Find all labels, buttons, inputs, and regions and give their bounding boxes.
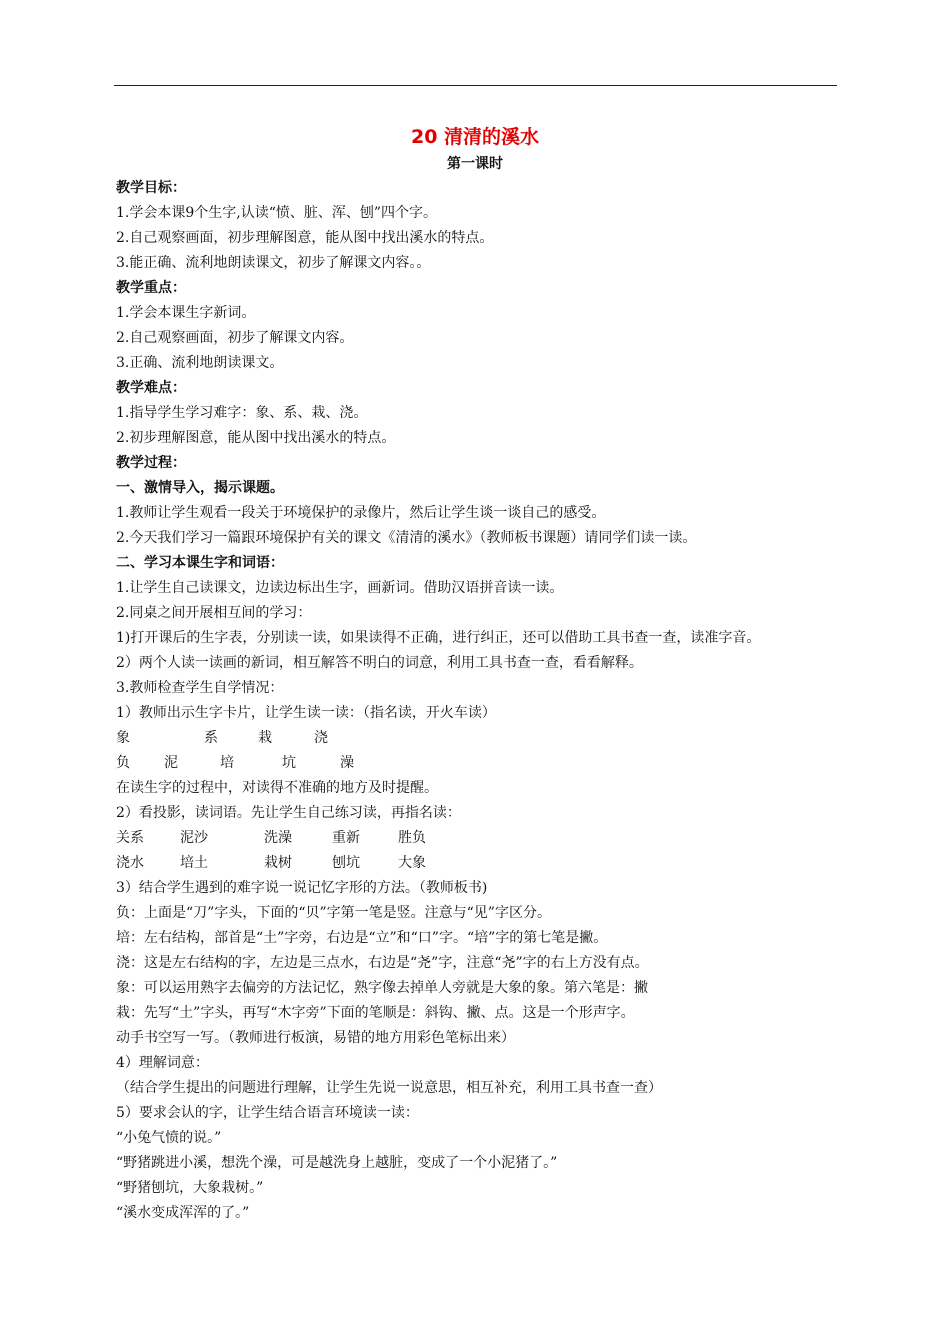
goal-item: 3.能正确、流利地朗读课文，初步了解课文内容。。 — [116, 255, 431, 271]
section2-item: 1）教师出示生字卡片，让学生读一读：（指名读，开火车读） — [116, 705, 496, 721]
word-row-2 — [116, 851, 856, 876]
lesson-title: 20 清清的溪水 — [410, 126, 540, 148]
char-card: 培 — [220, 755, 234, 771]
section2-item: （结合学生提出的问题进行理解，让学生先说一说意思，相互补充，利用工具书查一查） — [116, 1080, 662, 1096]
lesson-subtitle: 第一课时 — [447, 156, 503, 172]
section2-item: 3）结合学生遇到的难字说一说记忆字形的方法。（教师板书) — [116, 880, 488, 896]
key-points-heading: 教学重点： — [116, 280, 186, 296]
quote-line: “野猪刨坑，大象栽树。” — [116, 1180, 264, 1196]
section2-item: 3.教师检查学生自学情况： — [116, 680, 284, 696]
section2-item: 5）要求会认的字，让学生结合语言环境读一读： — [116, 1105, 419, 1121]
char-card: 系 — [204, 730, 218, 746]
char-row-2 — [116, 751, 856, 776]
quote-line: “溪水变成浑浑的了。” — [116, 1205, 250, 1221]
section2-heading: 二、学习本课生字和词语： — [116, 555, 284, 571]
key-point-item: 2.自己观察画面，初步了解课文内容。 — [116, 330, 354, 346]
quote-line: “野猪跳进小溪，想洗个澡，可是越洗身上越脏，变成了一个小泥猪了。” — [116, 1155, 558, 1171]
word-item: 关系 — [116, 830, 144, 846]
goals-heading: 教学目标： — [116, 180, 186, 196]
word-item: 栽树 — [264, 855, 292, 871]
process-heading: 教学过程： — [116, 455, 186, 471]
char-card: 负 — [116, 755, 130, 771]
char-card: 澡 — [340, 755, 354, 771]
word-item: 大象 — [398, 855, 426, 871]
key-point-item: 3.正确、流利地朗读课文。 — [116, 355, 284, 371]
section2-item: 栽：先写“土”字头，再写“木字旁”下面的笔顺是：斜钩、撇、点。这是一个形声字。 — [116, 1005, 635, 1021]
goal-item: 1.学会本课9个生字,认读“愤、脏、浑、刨”四个字。 — [116, 205, 438, 221]
section2-item: 象：可以运用熟字去偏旁的方法记忆，熟字像去掉单人旁就是大象的象。第六笔是：撇 — [116, 980, 648, 996]
section2-item: 1)打开课后的生字表，分别读一读，如果读得不正确，进行纠正，还可以借助工具书查一查，读准字音。 — [116, 630, 761, 646]
word-item: 胜负 — [398, 830, 426, 846]
difficulty-item: 1.指导学生学习难字：象、系、栽、浇。 — [116, 405, 368, 421]
document-body — [116, 176, 856, 1226]
word-row-1 — [116, 826, 856, 851]
word-item: 重新 — [332, 830, 360, 846]
word-item: 泥沙 — [180, 830, 208, 846]
section1-heading: 一、激情导入，揭示课题。 — [116, 480, 284, 496]
section2-item: 负：上面是“刀”字头，下面的“贝”字第一笔是竖。注意与“见”字区分。 — [116, 905, 551, 921]
section1-item: 2.今天我们学习一篇跟环境保护有关的课文《清清的溪水》（教师板书课题）请同学们读一读。 — [116, 530, 697, 546]
section2-item: 培：左右结构，部首是“土”字旁，右边是“立”和“口”字。“培”字的第七笔是撇。 — [116, 930, 608, 946]
difficulty-item: 2.初步理解图意，能从图中找出溪水的特点。 — [116, 430, 396, 446]
section2-item: 4）理解词意： — [116, 1055, 209, 1071]
section2-item: 动手书空写一写。（教师进行板演，易错的地方用彩色笔标出来） — [116, 1030, 515, 1046]
section1-item: 1.教师让学生观看一段关于环境保护的录像片，然后让学生谈一谈自己的感受。 — [116, 505, 606, 521]
section2-item: 2）两个人读一读画的新词，相互解答不明白的词意，利用工具书查一查，看看解释。 — [116, 655, 643, 671]
key-point-item: 1.学会本课生字新词。 — [116, 305, 256, 321]
word-item: 浇水 — [116, 855, 144, 871]
section2-item: 浇：这是左右结构的字，左边是三点水，右边是“尧”字，注意“尧”字的右上方没有点。 — [116, 955, 649, 971]
char-card: 浇 — [314, 730, 328, 746]
char-card: 象 — [116, 730, 130, 746]
char-card: 泥 — [164, 755, 178, 771]
words-intro: 2）看投影，读词语。先让学生自己练习读，再指名读： — [116, 805, 461, 821]
word-item: 刨坑 — [332, 855, 360, 871]
char-card: 栽 — [258, 730, 272, 746]
word-item: 洗澡 — [264, 830, 292, 846]
difficulties-heading: 教学难点： — [116, 380, 186, 396]
section2-item: 2.同桌之间开展相互间的学习： — [116, 605, 312, 621]
word-item: 培土 — [180, 855, 208, 871]
char-row-1 — [116, 726, 856, 751]
goal-item: 2.自己观察画面，初步理解图意，能从图中找出溪水的特点。 — [116, 230, 494, 246]
header-rule — [114, 85, 837, 86]
char-card: 坑 — [282, 755, 296, 771]
reminder-text: 在读生字的过程中，对读得不准确的地方及时提醒。 — [116, 780, 438, 796]
quote-line: “小兔气愤的说。” — [116, 1130, 222, 1146]
section2-item: 1.让学生自己读课文，边读边标出生字，画新词。借助汉语拼音读一读。 — [116, 580, 564, 596]
